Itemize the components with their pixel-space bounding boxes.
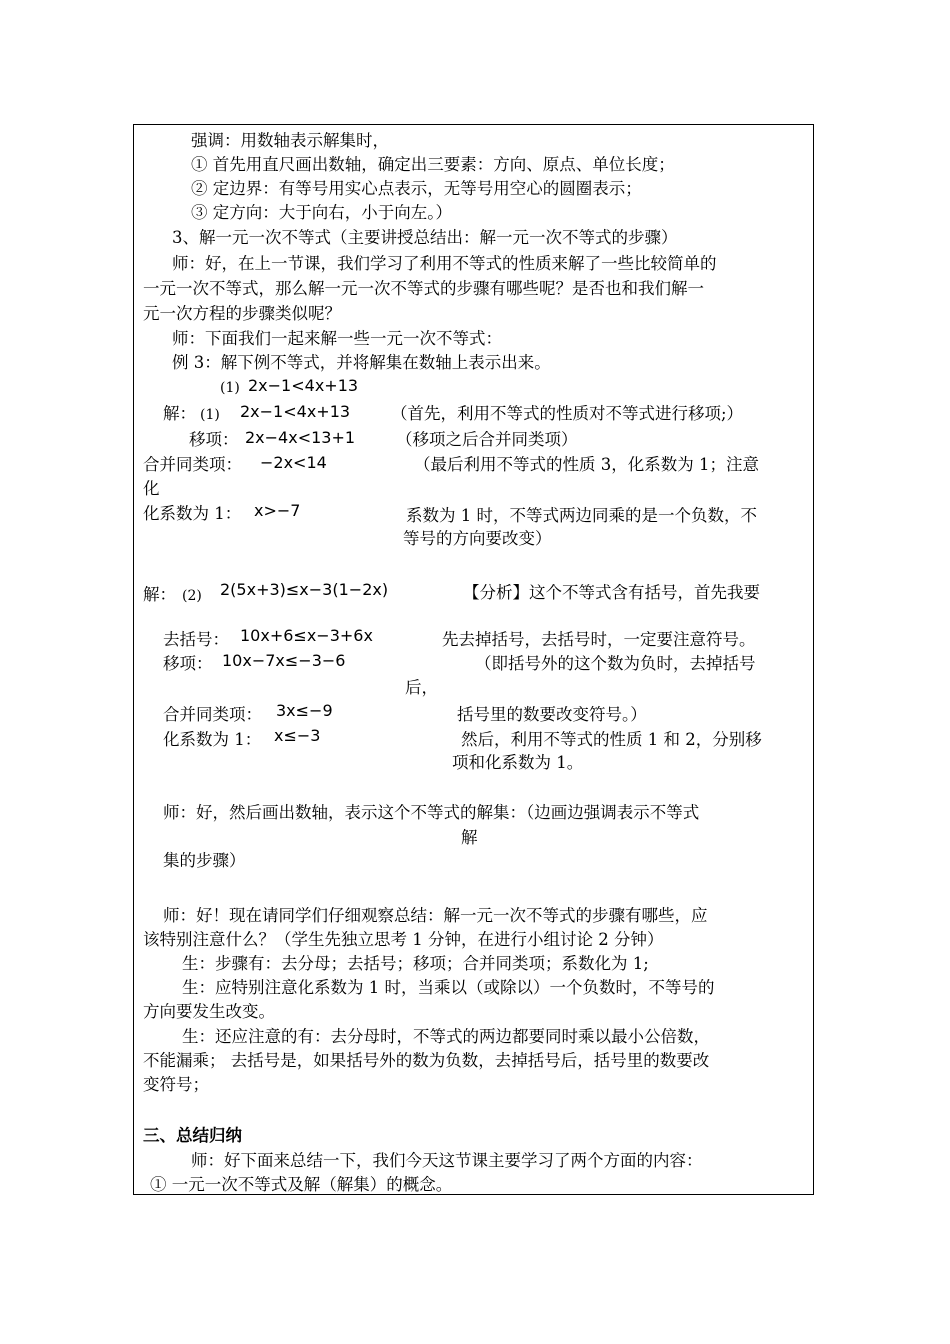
question-1-expression: 2x−1<4x+13 [248, 376, 359, 395]
section-3-heading: 3、解一元一次不等式（主要讲授总结出：解一元一次不等式的步骤） [172, 228, 678, 247]
student-answer-line: 生：还应注意的有：去分母时，不等式的两边都要同时乘以最小公倍数， [182, 1027, 710, 1046]
solution-2-number: (2) [182, 588, 202, 604]
emphasis-point-2: ② 定边界：有等号用实心点表示，无等号用空心的圆圈表示； [191, 179, 642, 198]
solution-1-step-label: 化系数为 1： [143, 504, 242, 523]
student-answer-line: 生：应特别注意化系数为 1 时，当乘以（或除以）一个负数时，不等号的 [182, 978, 715, 997]
solution-2-step-expression: 10x+6≤x−3+6x [240, 626, 373, 645]
summary-item-1: ① 一元一次不等式及解（解集）的概念。 [150, 1175, 453, 1194]
teacher-paragraph-line: 师：好，在上一节课，我们学习了利用不等式的性质来解了一些比较简单的 [172, 254, 717, 273]
student-answer-line: 不能漏乘； 去括号是，如果括号外的数为负数，去掉括号后，括号里的数要改 [143, 1051, 710, 1070]
solution-2-step-label: 化系数为 1： [163, 730, 262, 749]
solution-1-number: (1) [200, 407, 220, 423]
numberline-instruction: 集的步骤） [163, 851, 246, 870]
student-answer-line: 变符号； [143, 1075, 209, 1094]
numberline-instruction: 师：好，然后画出数轴，表示这个不等式的解集：（边画边强调表示不等式 [163, 803, 700, 822]
solution-1-step-label: 合并同类项： [143, 455, 242, 474]
solution-2-step-label: 合并同类项： [163, 705, 262, 724]
solution-2-note-wrap: 后， [405, 678, 438, 697]
emphasis-intro: 强调：用数轴表示解集时， [191, 131, 389, 150]
solution-2-note: 然后，利用不等式的性质 1 和 2，分别移 [461, 730, 762, 749]
teacher-paragraph-line: 元一次方程的步骤类似呢？ [143, 304, 341, 323]
solution-2-note: 括号里的数要改变符号。） [457, 705, 647, 724]
solution-1-note: （移项之后合并同类项） [396, 430, 578, 449]
solution-1-step-expression: −2x<14 [260, 453, 327, 472]
solution-2-step-expression: x≤−3 [274, 726, 321, 745]
solution-2-step-label: 去括号： [163, 630, 229, 649]
example-3-statement: 例 3：解下例不等式，并将解集在数轴上表示出来。 [172, 353, 551, 372]
teacher-paragraph-line: 该特别注意什么？（学生先独立思考 1 分钟，在进行小组讨论 2 分钟） [143, 930, 664, 949]
solution-2-step-expression: 10x−7x≤−3−6 [222, 651, 346, 670]
solution-1-note: （最后利用不等式的性质 3，化系数为 1；注意 [414, 455, 759, 474]
solution-2-analysis: 【分析】这个不等式含有括号，首先我要 [463, 583, 760, 602]
solution-2-note: 项和化系数为 1。 [452, 753, 584, 772]
solution-1-step-expression: 2x−4x<13+1 [245, 428, 356, 447]
solution-1-note-wrap: 化 [143, 479, 160, 498]
question-1-label: (1) [220, 380, 240, 396]
teacher-paragraph-line: 一元一次不等式，那么解一元一次不等式的步骤有哪些呢？是否也和我们解一 [143, 279, 704, 298]
solution-1-step-label: 移项： [189, 430, 239, 449]
summary-intro: 师：好下面来总结一下，我们今天这节课主要学习了两个方面的内容： [191, 1151, 703, 1170]
teacher-line: 师：下面我们一起来解一些一元一次不等式： [172, 329, 502, 348]
solution-1-note: 系数为 1 时，不等式两边同乘的是一个负数，不 [406, 506, 757, 525]
solution-2-note: 先去掉括号，去括号时，一定要注意符号。 [442, 630, 756, 649]
solution-2-note: （即括号外的这个数为负时，去掉括号 [475, 654, 756, 673]
solution-1-step-expression: x>−7 [254, 501, 301, 520]
emphasis-point-3: ③ 定方向：大于向右，小于向左。） [191, 203, 452, 222]
student-answer-line: 方向要发生改变。 [143, 1002, 275, 1021]
solution-1-label: 解： [163, 404, 196, 423]
student-answer: 生：步骤有：去分母；去括号；移项；合并同类项；系数化为 1; [182, 954, 649, 973]
solution-2-step-expression: 3x≤−9 [276, 701, 333, 720]
summary-heading: 三、总结归纳 [143, 1126, 242, 1145]
solution-1-note: （首先，利用不等式的性质对不等式进行移项;） [391, 404, 744, 423]
teacher-paragraph-line: 师：好！现在请同学们仔细观察总结：解一元一次不等式的步骤有哪些，应 [163, 906, 708, 925]
solution-2-step-label: 移项： [163, 654, 213, 673]
solution-1-expression: 2x−1<4x+13 [240, 402, 351, 421]
emphasis-point-1: ① 首先用直尺画出数轴，确定出三要素：方向、原点、单位长度； [191, 155, 675, 174]
solution-1-note: 等号的方向要改变） [403, 529, 552, 548]
numberline-instruction-wrap: 解 [461, 828, 478, 847]
solution-2-label: 解： [143, 585, 176, 604]
solution-2-expression: 2(5x+3)≤x−3(1−2x) [220, 580, 389, 599]
